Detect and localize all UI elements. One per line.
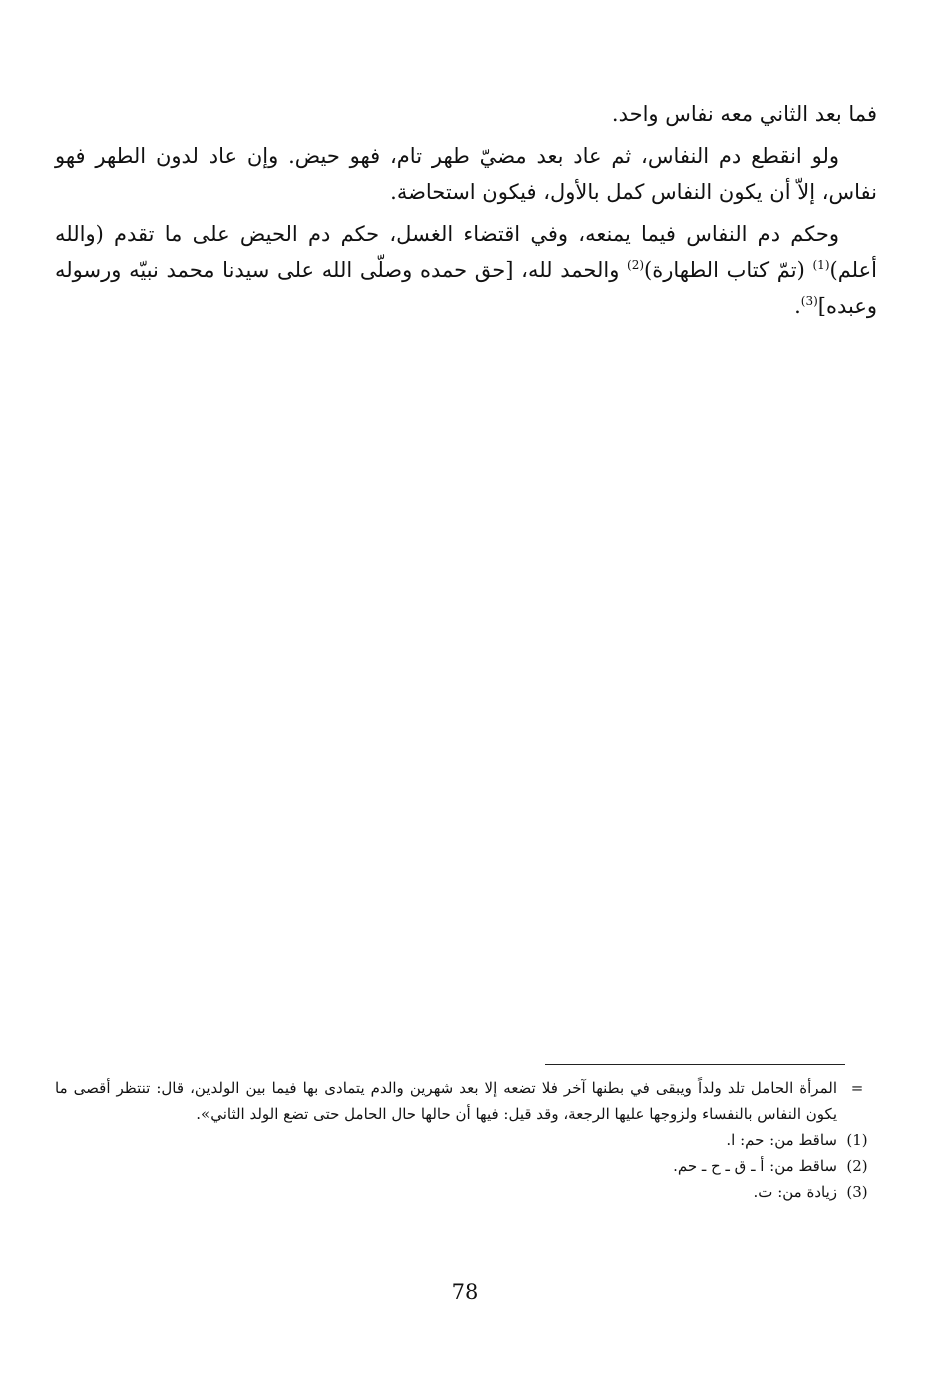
footnote-text: ساقط من: أ ـ ق ـ ح ـ حم. xyxy=(673,1157,837,1175)
footnote-number: (3) xyxy=(846,1183,868,1201)
paragraph-1: فما بعد الثاني معه نفاس واحد. xyxy=(611,102,877,126)
footnote-3 xyxy=(55,1179,877,1205)
footnote-ref-2: (2) xyxy=(627,258,645,272)
continuation-text: المرأة الحامل تلد ولداً ويبقى في بطنها آخر فلا تضعه إلا بعد شهرين والدم يتمادى بها فيما بين الولدين، قال: تنتظر أقصى ما يكون النفاس بالنفساء ولزوجها عليها الرجعة، وقد قيل: فيها أن حالها حال الحامل حتى تضع الولد الثاني». xyxy=(55,1079,837,1123)
paragraph-2: ولو انقطع دم النفاس، ثم عاد بعد مضيّ طهر تام، فهو حيض. وإن عاد لدون الطهر فهو نفاس، إلاّ أن يكون النفاس كمل بالأول، فيكون استحاضة. xyxy=(55,144,877,204)
paragraph-3-text-2: (تمّ كتاب الطهارة) xyxy=(644,258,813,282)
paragraph-3-text-3: والحمد لله، [حق حمده وصلّى الله على سيدنا محمد نبيّه ورسوله وعبده] xyxy=(55,258,877,318)
footnote-number: (2) xyxy=(846,1157,868,1175)
page-number: 78 xyxy=(451,1280,479,1304)
footnote-separator xyxy=(545,1064,845,1065)
footnote-ref-3: (3) xyxy=(800,294,818,308)
footnotes xyxy=(55,1075,877,1205)
paragraph-3-text-1: وحكم دم النفاس فيما يمنعه، وفي اقتضاء الغسل، حكم دم الحيض على ما تقدم (والله أعلم) xyxy=(55,222,877,282)
footnote-ref-1: (1) xyxy=(812,258,830,272)
footnote-text: زيادة من: ت. xyxy=(753,1183,837,1201)
paragraph-3-text-4: . xyxy=(794,294,801,318)
main-text-body xyxy=(55,96,877,330)
footnote-continuation xyxy=(55,1075,877,1127)
footnote-2 xyxy=(55,1153,877,1179)
continuation-marker: = xyxy=(850,1079,864,1097)
footnote-text: ساقط من: حم: ا. xyxy=(726,1131,837,1149)
footnote-number: (1) xyxy=(846,1131,868,1149)
paragraph-3 xyxy=(55,216,877,324)
footnote-1 xyxy=(55,1127,877,1153)
